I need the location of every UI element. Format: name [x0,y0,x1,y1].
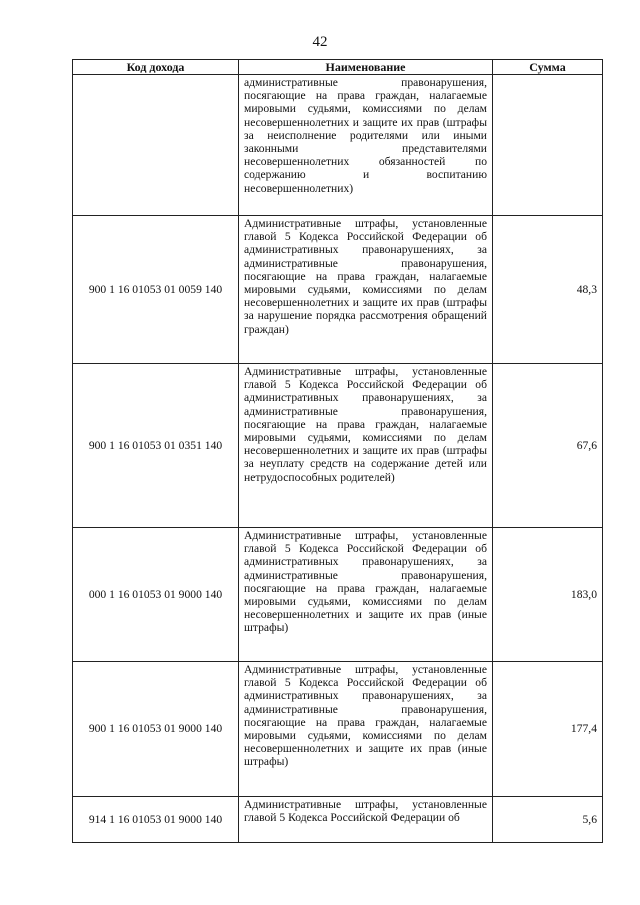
income-amount: 5,6 [493,797,603,843]
income-name: Административные штрафы, установленные главой 5 Кодекса Российской Федерации об административных правонарушениях, за административные правонарушения, посягающие на права граждан, налагаемые мировыми судьями, комиссиями по делам несовершеннолетних и защите их прав (иные штрафы) [239,662,493,797]
income-code: 000 1 16 01053 01 9000 140 [73,528,239,662]
income-code: 900 1 16 01053 01 0059 140 [73,216,239,364]
header-code: Код дохода [73,60,239,75]
income-table [72,59,603,843]
income-name: Административные штрафы, установленные главой 5 Кодекса Российской Федерации об административных правонарушениях, за административные правонарушения, посягающие на права граждан, налагаемые мировыми судьями, комиссиями по делам несовершеннолетних и защите их прав (иные штрафы) [239,528,493,662]
income-code: 900 1 16 01053 01 9000 140 [73,662,239,797]
income-amount [493,75,603,216]
income-amount: 48,3 [493,216,603,364]
table-row [73,216,603,364]
header-amount: Сумма [493,60,603,75]
table-header-row [73,60,603,75]
income-name: Административные штрафы, установленные главой 5 Кодекса Российской Федерации об [239,797,493,843]
table-row [73,528,603,662]
table-row [73,364,603,528]
income-amount: 177,4 [493,662,603,797]
table-row [73,75,603,216]
income-code: 900 1 16 01053 01 0351 140 [73,364,239,528]
income-name: Административные штрафы, установленные главой 5 Кодекса Российской Федерации об административных правонарушениях, за административные правонарушения, посягающие на права граждан, налагаемые мировыми судьями, комиссиями по делам несовершеннолетних и защите их прав (штрафы за нарушение порядка рассмотрения обращений граждан) [239,216,493,364]
table-row [73,797,603,843]
income-amount: 67,6 [493,364,603,528]
income-name: Административные штрафы, установленные главой 5 Кодекса Российской Федерации об административных правонарушениях, за административные правонарушения, посягающие на права граждан, налагаемые мировыми судьями, комиссиями по делам несовершеннолетних и защите их прав (штрафы за неуплату средств на содержание детей или нетрудоспособных родителей) [239,364,493,528]
header-name: Наименование [239,60,493,75]
income-code: 914 1 16 01053 01 9000 140 [73,797,239,843]
page-number: 42 [312,34,328,50]
table-row [73,662,603,797]
income-name: административные правонарушения, посягающие на права граждан, налагаемые мировыми судьями, комиссиями по делам несовершеннолетних и защите их прав (штрафы за неисполнение родителями или иными законными представителями несовершеннолетних обязанностей по содержанию и воспитанию несовершеннолетних) [239,75,493,216]
income-code [73,75,239,216]
income-amount: 183,0 [493,528,603,662]
